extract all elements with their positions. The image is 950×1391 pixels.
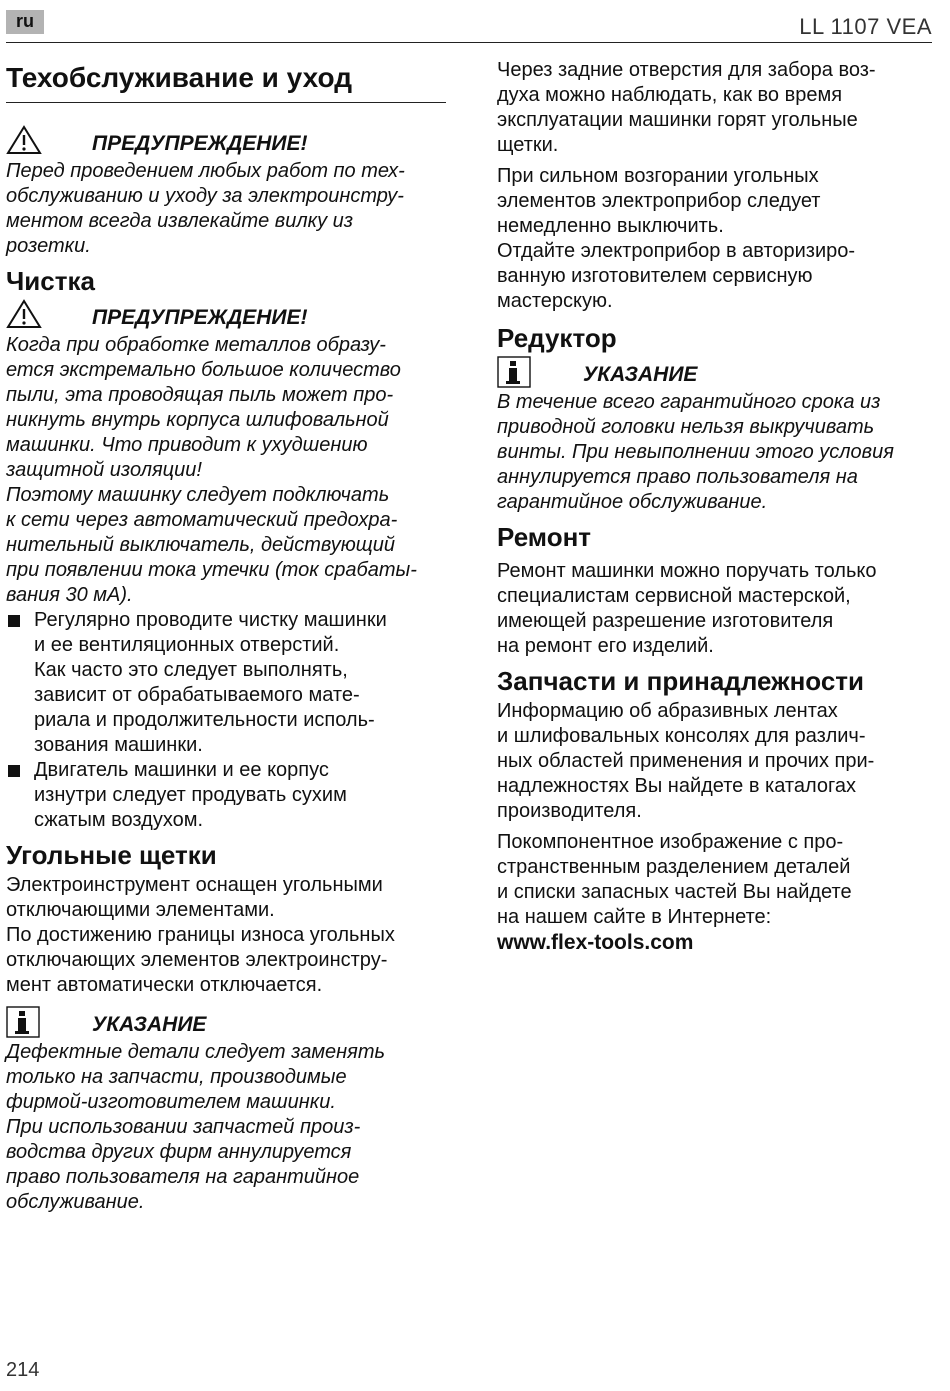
warning-text-line: обслуживанию и уходу за электроинстру-	[6, 185, 404, 207]
note-text-line: Дефектные детали следует заменять	[6, 1041, 386, 1063]
list-item-line: Регулярно проводите чистку машинки	[34, 609, 387, 631]
body-text-line: производителя.	[497, 800, 642, 822]
warning-text-line: пыли, эта проводящая пыль может про-	[6, 384, 394, 406]
bullet-square-icon	[8, 615, 20, 627]
note-text-line: гарантийное обслуживание.	[497, 491, 768, 513]
info-label: УКАЗАНИЕ	[583, 363, 698, 386]
body-text-line: При сильном возгорании угольных	[497, 165, 819, 187]
list-item	[6, 758, 446, 833]
list-item-line: зависит от обрабатываемого мате-	[34, 684, 360, 706]
body-text-line: Информацию об абразивных лентах	[497, 700, 838, 722]
list-item-line: изнутри следует продувать сухим	[34, 784, 347, 806]
warning-text-line: к сети через автоматический предохра-	[6, 509, 398, 531]
warning-text-line: розетки.	[6, 235, 91, 257]
heading-repair: Ремонт	[497, 522, 592, 552]
body-text-line: на нашем сайте в Интернете:	[497, 906, 772, 928]
warning-text-line: ется экстремально большое количество	[6, 359, 401, 381]
body-text-line: эксплуатации машинки горят угольные	[497, 109, 858, 131]
language-tag: ru	[6, 10, 44, 34]
body-text-line: странственным разделением деталей	[497, 856, 851, 878]
body-text-line: Через задние отверстия для забора воз-	[497, 59, 876, 81]
warning-text-line: нительный выключатель, действующий	[6, 534, 396, 556]
body-text-line: Электроинструмент оснащен угольными	[6, 874, 383, 896]
warning-triangle-icon	[6, 125, 42, 160]
warning-text-line: Поэтому машинку следует подключать	[6, 484, 390, 506]
warning-text-line: ментом всегда извлекайте вилку из	[6, 210, 354, 232]
warning-notice	[6, 299, 446, 333]
info-notice	[6, 1006, 446, 1040]
note-text-line: водства других фирм аннулируется	[6, 1141, 352, 1163]
body-text-line: отключающими элементами.	[6, 899, 275, 921]
warning-text-line: при появлении тока утечки (ток срабаты-	[6, 559, 417, 581]
note-text-line: винты. При невыполнении этого условия	[497, 441, 894, 463]
body-text-line: мастерскую.	[497, 290, 613, 312]
body-text-line: немедленно выключить.	[497, 215, 724, 237]
body-text-line: имеющей разрешение изготовителя	[497, 610, 834, 632]
body-text-line: мент автоматически отключается.	[6, 974, 323, 996]
bullet-square-icon	[8, 765, 20, 777]
body-text-line: щетки.	[497, 134, 559, 156]
info-icon	[497, 356, 531, 393]
model-name: LL 1107 VEA	[799, 14, 932, 39]
left-column	[6, 58, 446, 1215]
body-text-line: на ремонт его изделий.	[497, 635, 714, 657]
warning-text-line: вания 30 мА).	[6, 584, 133, 606]
body-text-line: По достижению границы износа угольных	[6, 924, 395, 946]
warning-text-line: Перед проведением любых работ по тех-	[6, 160, 405, 182]
note-text-line: только на запчасти, производимые	[6, 1066, 347, 1088]
body-text-line: и шлифовальных консолях для различ-	[497, 725, 866, 747]
note-text-line: приводной головки нельзя выкручивать	[497, 416, 875, 438]
heading-gearbox: Редуктор	[497, 323, 617, 353]
note-text-line: фирмой-изготовителем машинки.	[6, 1091, 336, 1113]
body-text-line: элементов электроприбор следует	[497, 190, 821, 212]
warning-notice	[6, 125, 446, 159]
body-text-line: ных областей применения и прочих при-	[497, 750, 875, 772]
info-notice	[497, 356, 937, 390]
list-item-line: Двигатель машинки и ее корпус	[34, 759, 329, 781]
list-item-line: Как часто это следует выполнять,	[34, 659, 348, 681]
warning-label: ПРЕДУПРЕЖДЕНИЕ!	[92, 132, 308, 155]
info-icon	[6, 1006, 40, 1043]
warning-text-line: никнуть внутрь корпуса шлифовальной	[6, 409, 389, 431]
page-number: 214	[6, 1359, 40, 1381]
body-text-line: надлежностях Вы найдете в каталогах	[497, 775, 856, 797]
body-text-line: специалистам сервисной мастерской,	[497, 585, 851, 607]
body-text-line: отключающих элементов электроинстру-	[6, 949, 388, 971]
section-title-maintenance: Техобслуживание и уход	[6, 58, 446, 103]
warning-label: ПРЕДУПРЕЖДЕНИЕ!	[92, 306, 308, 329]
body-text-line: Отдайте электроприбор в авторизиро-	[497, 240, 856, 262]
cleaning-bullet-list	[6, 608, 446, 833]
warning-triangle-icon	[6, 299, 42, 334]
body-text-line: духа можно наблюдать, как во время	[497, 84, 843, 106]
list-item-line: риала и продолжительности исполь-	[34, 709, 375, 731]
body-text-line: Ремонт машинки можно поручать только	[497, 560, 877, 582]
body-text-line: и списки запасных частей Вы найдете	[497, 881, 852, 903]
website-link[interactable]: www.flex-tools.com	[497, 931, 694, 954]
note-text-line: обслуживание.	[6, 1191, 145, 1213]
heading-carbon-brushes: Угольные щетки	[6, 840, 217, 870]
list-item	[6, 608, 446, 758]
body-text-line: Покомпонентное изображение с про-	[497, 831, 844, 853]
heading-spare-parts: Запчасти и принадлежности	[497, 666, 864, 696]
body-text-line: ванную изготовителем сервисную	[497, 265, 813, 287]
right-column	[497, 58, 937, 955]
note-text-line: аннулируется право пользователя на	[497, 466, 858, 488]
warning-text-line: Когда при обработке металлов образу-	[6, 334, 386, 356]
note-text-line: При использовании запчастей произ-	[6, 1116, 361, 1138]
info-label: УКАЗАНИЕ	[92, 1013, 207, 1036]
list-item-line: зования машинки.	[34, 734, 203, 756]
warning-text-line: машинки. Что приводит к ухудшению	[6, 434, 368, 456]
page-header	[6, 8, 932, 43]
warning-text-line: защитной изоляции!	[6, 459, 202, 481]
note-text-line: В течение всего гарантийного срока из	[497, 391, 881, 413]
list-item-line: сжатым воздухом.	[34, 809, 204, 831]
heading-cleaning: Чистка	[6, 266, 95, 296]
note-text-line: право пользователя на гарантийное	[6, 1166, 360, 1188]
list-item-line: и ее вентиляционных отверстий.	[34, 634, 340, 656]
